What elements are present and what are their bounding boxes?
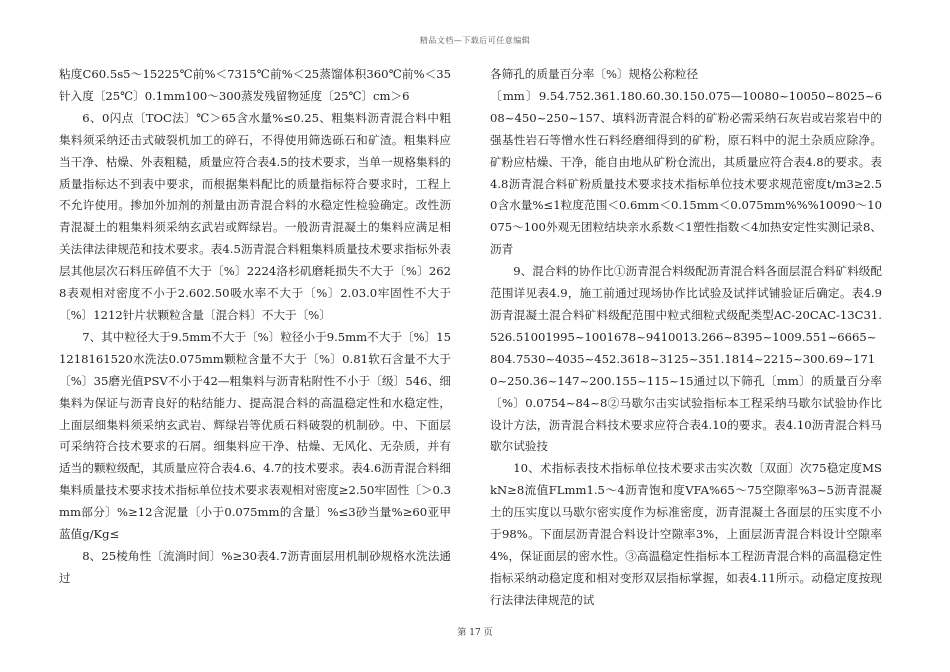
page-number-prefix: 第 bbox=[457, 628, 467, 638]
page-number-suffix: 页 bbox=[483, 628, 493, 638]
page-footer bbox=[0, 625, 950, 638]
paragraph: 9、混合料的协作比①沥青混合料级配沥青混合料各面层混合料矿料级配范围详见表4.9，施工前通过现场协作比试验及试拌试铺验证后确定。表4.9沥青混凝土混合料矿料级配范围中粒式细粒式级配类型AC-20CAC-13C31.526.51001995~1001678~9410013.266~8395~1009.551~6665~804.7530~4035~452.3618~3125~351.1814~2215~300.69~1710~250.36~147~200.155~115~15通过以下筛孔〔mm〕的质量百分率〔%〕0.0754~84~8②马歇尔击实试验指标本工程采纳马歇尔试验协作比设计方法，沥青混合料技术要求应符合表4.10的要求。表4.10沥青混合料马歇尔试验技 bbox=[490, 264, 882, 454]
paragraph: 6、0闪点〔TOC法〕℃＞65含水量%≤0.25、粗集料沥青混合料中粗集料须采纳还击式破裂机加工的碎石，不得使用筛选砾石和矿渣。粗集料应当干净、枯燥、外表粗糙，质量应符合表4.5的技术要求，当单一规格集料的质量指标达不到表中要求，而根据集料配比的质量指标符合要求时，工程上不允许使用。掺加外加剂的剂量由沥青混合料的水稳定性检验确定。改性沥青混凝土的粗集料须采纳玄武岩或辉绿岩。一般沥青混凝土的集料应满足相关法律法律规范和技术要求。表4.5沥青混合料粗集料质量技术要求指标外表层其他层次石料压碎值不大于〔%〕2224洛杉矶磨耗损失不大于〔%〕2628表观相对密度不小于2.602.50吸水率不大于〔%〕2.03.0牢固性不大于〔%〕1212针片状颗粒含量〔混合料〕不大于〔%〕 bbox=[59, 110, 451, 322]
right-column bbox=[490, 64, 882, 612]
page-number: 17 bbox=[469, 628, 481, 638]
paragraph: 各筛孔的质量百分率〔%〕规格公称粒径 bbox=[490, 67, 699, 81]
paragraph: 8、25棱角性〔流淌时间〕%≥30表4.7沥青面层用机制砂规格水洗法通过 bbox=[59, 548, 451, 585]
paragraph: 7、其中粒径大于9.5mm不大于〔%〕粒径小于9.5mm不大于〔%〕151218161520水洗法0.075mm颗粒含量不大于〔%〕0.81软石含量不大于〔%〕35磨光值PSV不小于42—粗集料与沥青粘附性不小于〔级〕546、细集料为保证与沥青良好的粘结能力、提高混合料的高温稳定性和水稳定性，上面层细集料须采纳玄武岩、辉绿岩等优质石料破裂的机制砂。中、下面层可采纳符合技术要求的石屑。细集料应干净、枯燥、无风化、无杂质，并有适当的颗粒级配，其质量应符合表4.6、4.7的技术要求。表4.6沥青混合料细集料质量技术要求技术指标单位技术要求表观相对密度≥2.50牢固性〔＞0.3mm部分〕%≥12含泥量〔小于0.075mm的含量〕%≤3砂当量%≥60亚甲蓝值g/Kg≤ bbox=[59, 329, 451, 542]
header-text: 精品文档—下载后可任意编辑 bbox=[419, 36, 531, 45]
left-column bbox=[59, 64, 451, 590]
paragraph: 10、术指标表技术指标单位技术要求击实次数〔双面〕次75稳定度MSkN≥8流值FLmm1.5～4沥青饱和度VFA%65～75空隙率%3~5沥青混凝土的压实度以马歇尔密实度作为标准密度，沥青混凝土各面层的压实度不小于98%。下面层沥青混合料设计空隙率3%，上面层沥青混合料设计空隙率4%，保证面层的密水性。③高温稳定性指标本工程沥青混合料的高温稳定性指标采纳动稳定度和相对变形双层指标掌握，如表4.11所示。动稳定度按现行法律法律规范的试 bbox=[490, 461, 882, 607]
paragraph: 粘度C60.5s5～15225℃前%＜7315℃前%＜25蒸馏体积360℃前%＜35针入度〔25℃〕0.1mm100～300蒸发残留物延度〔25℃〕cm＞6 bbox=[59, 67, 451, 103]
page-header bbox=[0, 35, 950, 46]
paragraph: 〔mm〕9.54.752.361.180.60.30.150.075—10080~10050~8025~608~450~250~157、填料沥青混合料的矿粉必需采纳石灰岩或岩浆岩中的强基性岩石等憎水性石料经磨细得到的矿粉，原石料中的泥土杂质应除净。矿粉应枯燥、干净，能自由地从矿粉仓流出，其质量应符合表4.8的要求。表4.8沥青混合料矿粉质量技术要求技术指标单位技术要求规范密度t/m3≥2.50含水量%≤1粒度范围＜0.6mm＜0.15mm＜0.075mm%%%10090～10075～100外观无团粒结块亲水系数＜1塑性指数＜4加热安定性实测记录8、沥青 bbox=[490, 88, 882, 257]
